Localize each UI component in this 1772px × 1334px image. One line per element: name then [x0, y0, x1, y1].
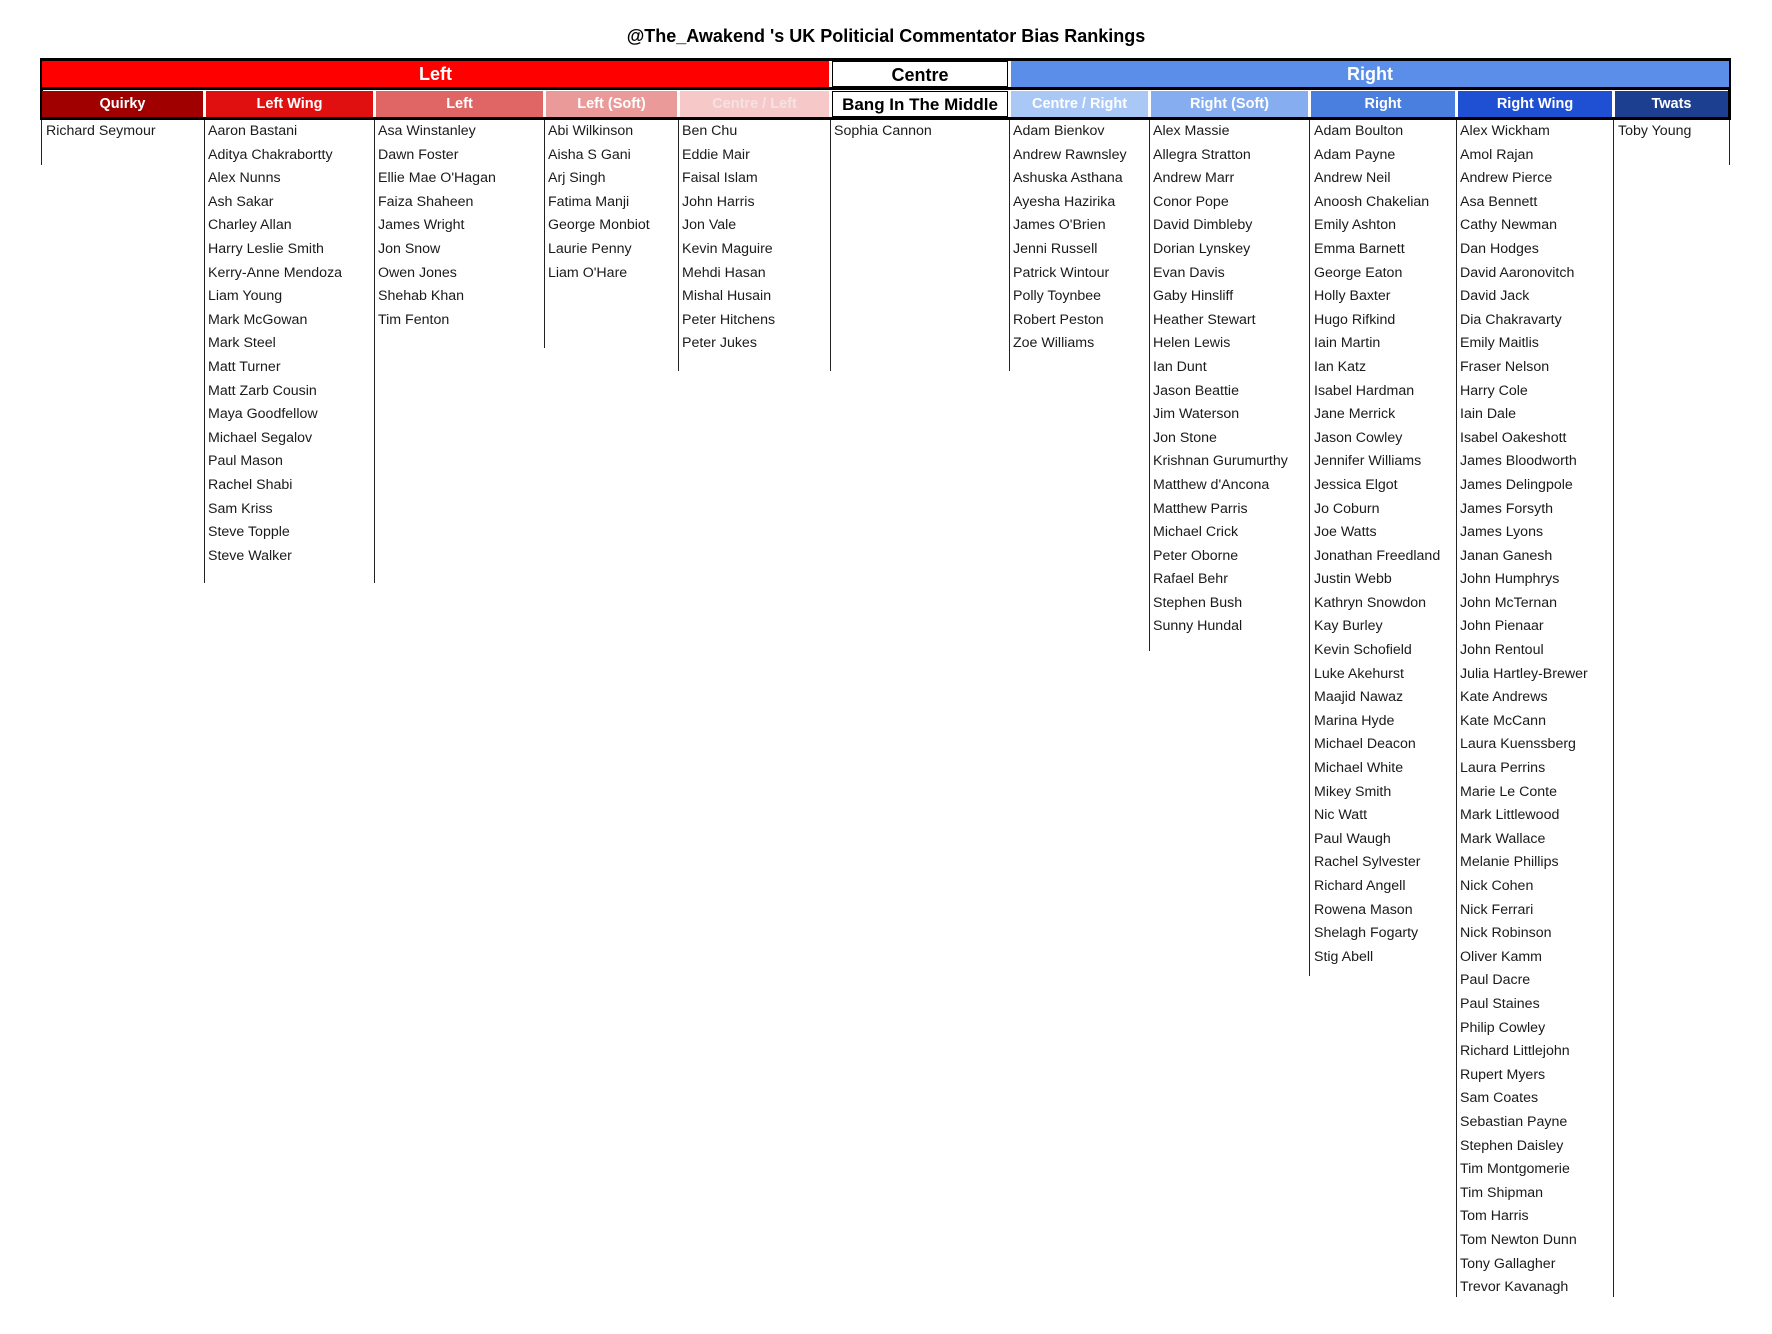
list-item: Jim Waterson [1153, 406, 1240, 423]
list-item: Faiza Shaheen [378, 193, 474, 210]
list-item: Jennifer Williams [1314, 453, 1422, 470]
list-item: Conor Pope [1153, 193, 1229, 210]
list-item: Amol Rajan [1460, 146, 1534, 163]
column-header-right-soft: Right (Soft) [1151, 91, 1308, 117]
list-item: James O'Brien [1013, 217, 1106, 234]
list-item: Dia Chakravarty [1460, 311, 1562, 328]
column-header-centre-left: Centre / Left [680, 91, 829, 117]
column-divider [1009, 120, 1010, 371]
list-item: Mark Littlewood [1460, 807, 1560, 824]
list-item: Nic Watt [1314, 807, 1368, 824]
list-item: Eddie Mair [682, 146, 750, 163]
group-header-centre: Centre [832, 61, 1008, 87]
column-list-twats [1618, 120, 1691, 144]
list-item: Kevin Schofield [1314, 642, 1412, 659]
list-item: Tom Newton Dunn [1460, 1231, 1577, 1248]
list-item: Jason Beattie [1153, 382, 1239, 399]
list-item: Adam Boulton [1314, 123, 1404, 139]
list-item: Laurie Penny [548, 240, 632, 257]
list-item: Andrew Neil [1314, 170, 1391, 187]
list-item: Adam Bienkov [1013, 123, 1105, 139]
list-item: Shelagh Fogarty [1314, 925, 1419, 942]
list-item: Tim Shipman [1460, 1184, 1544, 1201]
list-item: Charley Allan [208, 217, 292, 234]
list-item: Peter Hitchens [682, 311, 776, 328]
column-list-centre-right [1013, 120, 1127, 356]
list-item: Sunny Hundal [1153, 618, 1243, 635]
list-item: Adam Payne [1314, 146, 1396, 163]
column-header-centre-right: Centre / Right [1011, 91, 1148, 117]
list-item: John Harris [682, 193, 755, 210]
column-list-centre-left [682, 120, 775, 356]
list-item: Rupert Myers [1460, 1066, 1546, 1083]
list-item: James Lyons [1460, 524, 1544, 541]
column-header-right-wing: Right Wing [1458, 91, 1612, 117]
list-item: Asa Bennett [1460, 193, 1538, 210]
list-item: Liam Young [208, 288, 283, 305]
list-item: Dorian Lynskey [1153, 240, 1251, 257]
list-item: Mehdi Hasan [682, 264, 766, 281]
list-item: Ellie Mae O'Hagan [378, 170, 496, 187]
list-item: Stig Abell [1314, 948, 1374, 965]
column-list-right-soft [1153, 120, 1288, 639]
list-item: Heather Stewart [1153, 311, 1256, 328]
list-item: Owen Jones [378, 264, 457, 281]
list-item: Nick Ferrari [1460, 901, 1534, 918]
list-item: Jonathan Freedland [1314, 547, 1441, 564]
list-item: Andrew Pierce [1460, 170, 1553, 187]
column-header-left: Left [376, 91, 543, 117]
column-divider [1149, 120, 1150, 651]
list-item: James Bloodworth [1460, 453, 1577, 470]
list-item: Steve Topple [208, 524, 290, 541]
list-item: Michael Deacon [1314, 736, 1416, 753]
list-item: Paul Mason [208, 453, 283, 470]
list-item: Sophia Cannon [834, 123, 932, 139]
list-item: George Monbiot [548, 217, 650, 234]
list-item: Sam Coates [1460, 1090, 1539, 1107]
list-item: David Aaronovitch [1460, 264, 1575, 281]
list-item: Maya Goodfellow [208, 406, 318, 423]
list-item: Marie Le Conte [1460, 783, 1557, 800]
list-item: Alex Wickham [1460, 123, 1550, 139]
list-item: Kay Burley [1314, 618, 1383, 635]
column-divider [544, 120, 545, 348]
list-item: Jane Merrick [1314, 406, 1396, 423]
list-item: Richard Seymour [46, 123, 156, 139]
list-item: Sam Kriss [208, 500, 273, 517]
list-item: Laura Perrins [1460, 760, 1546, 777]
list-item: John Rentoul [1460, 642, 1544, 659]
list-item: Justin Webb [1314, 571, 1392, 588]
list-item: Rowena Mason [1314, 901, 1413, 918]
list-item: Rachel Sylvester [1314, 854, 1421, 871]
column-header-left-soft: Left (Soft) [546, 91, 677, 117]
list-item: Faisal Islam [682, 170, 758, 187]
list-item: Mark Wallace [1460, 830, 1546, 847]
list-item: Michael White [1314, 760, 1404, 777]
list-item: Philip Cowley [1460, 1019, 1546, 1036]
list-item: Fatima Manji [548, 193, 630, 210]
list-item: Michael Segalov [208, 429, 313, 446]
list-item: Paul Dacre [1460, 972, 1531, 989]
list-item: Isabel Oakeshott [1460, 429, 1567, 446]
column-divider [204, 120, 205, 583]
list-item: Isabel Hardman [1314, 382, 1415, 399]
list-item: Ayesha Hazirika [1013, 193, 1116, 210]
table-border-middle [41, 87, 1730, 90]
list-item: Cathy Newman [1460, 217, 1557, 234]
list-item: Janan Ganesh [1460, 547, 1553, 564]
list-item: Luke Akehurst [1314, 665, 1404, 682]
list-item: Shehab Khan [378, 288, 464, 305]
column-list-quirky [46, 120, 156, 144]
list-item: Ashuska Asthana [1013, 170, 1123, 187]
list-item: Harry Cole [1460, 382, 1528, 399]
list-item: Mikey Smith [1314, 783, 1392, 800]
list-item: David Jack [1460, 288, 1530, 305]
list-item: Peter Jukes [682, 335, 757, 352]
list-item: Alex Nunns [208, 170, 281, 187]
list-item: Hugo Rifkind [1314, 311, 1396, 328]
list-item: Allegra Stratton [1153, 146, 1251, 163]
list-item: Aaron Bastani [208, 123, 298, 139]
list-item: Steve Walker [208, 547, 292, 564]
list-item: Emily Maitlis [1460, 335, 1539, 352]
list-item: Tony Gallagher [1460, 1255, 1556, 1272]
column-divider [1309, 120, 1310, 976]
list-item: James Wright [378, 217, 465, 234]
list-item: Tim Montgomerie [1460, 1161, 1570, 1178]
list-item: Paul Waugh [1314, 830, 1391, 847]
list-item: Patrick Wintour [1013, 264, 1110, 281]
list-item: James Forsyth [1460, 500, 1554, 517]
group-header-right: Right [1011, 61, 1729, 87]
list-item: Rafael Behr [1153, 571, 1228, 588]
list-item: Tim Fenton [378, 311, 450, 328]
group-header-left: Left [42, 61, 829, 87]
list-item: Jessica Elgot [1314, 476, 1398, 493]
list-item: Kate McCann [1460, 712, 1546, 729]
list-item: Mark Steel [208, 335, 276, 352]
list-item: Maajid Nawaz [1314, 689, 1404, 706]
list-item: Toby Young [1618, 123, 1692, 139]
list-item: Emily Ashton [1314, 217, 1397, 234]
list-item: Liam O'Hare [548, 264, 628, 281]
column-header-quirky: Quirky [42, 91, 203, 117]
column-list-left [378, 120, 496, 332]
list-item: Holly Baxter [1314, 288, 1391, 305]
list-item: Melanie Phillips [1460, 854, 1559, 871]
list-item: Michael Crick [1153, 524, 1239, 541]
column-header-left-wing: Left Wing [206, 91, 373, 117]
list-item: Helen Lewis [1153, 335, 1231, 352]
list-item: Matthew d'Ancona [1153, 476, 1270, 493]
column-header-right: Right [1311, 91, 1455, 117]
list-item: Julia Hartley-Brewer [1460, 665, 1588, 682]
list-item: Matt Zarb Cousin [208, 382, 317, 399]
list-item: Peter Oborne [1153, 547, 1239, 564]
list-item: Kate Andrews [1460, 689, 1548, 706]
list-item: Jason Cowley [1314, 429, 1403, 446]
list-item: Tom Harris [1460, 1208, 1529, 1225]
column-divider [1456, 120, 1457, 1297]
list-item: Nick Robinson [1460, 925, 1552, 942]
list-item: David Dimbleby [1153, 217, 1253, 234]
list-item: Sebastian Payne [1460, 1113, 1568, 1130]
column-list-bang-in-the-middle [834, 120, 932, 144]
list-item: Jon Vale [682, 217, 737, 234]
column-divider [1729, 120, 1730, 165]
column-divider [678, 120, 679, 371]
column-header-bang-in-the-middle: Bang In The Middle [832, 91, 1008, 117]
list-item: Arj Singh [548, 170, 606, 187]
list-item: Jon Snow [378, 240, 441, 257]
list-item: Iain Martin [1314, 335, 1381, 352]
list-item: Jenni Russell [1013, 240, 1098, 257]
list-item: Mark McGowan [208, 311, 308, 328]
list-item: Ian Katz [1314, 358, 1367, 375]
list-item: Richard Littlejohn [1460, 1043, 1570, 1060]
list-item: Fraser Nelson [1460, 358, 1550, 375]
list-item: John Humphrys [1460, 571, 1560, 588]
column-divider [1613, 120, 1614, 1297]
list-item: Laura Kuenssberg [1460, 736, 1576, 753]
list-item: John Pienaar [1460, 618, 1544, 635]
list-item: Paul Staines [1460, 995, 1540, 1012]
list-item: Ben Chu [682, 123, 738, 139]
column-divider [830, 120, 831, 371]
list-item: Polly Toynbee [1013, 288, 1102, 305]
column-list-right [1314, 120, 1440, 969]
list-item: Kerry-Anne Mendoza [208, 264, 343, 281]
list-item: Matthew Parris [1153, 500, 1248, 517]
list-item: John McTernan [1460, 594, 1557, 611]
list-item: Asa Winstanley [378, 123, 476, 139]
list-item: Harry Leslie Smith [208, 240, 324, 257]
list-item: Nick Cohen [1460, 878, 1534, 894]
list-item: Zoe Williams [1013, 335, 1095, 352]
list-item: Matt Turner [208, 358, 281, 375]
list-item: Ian Dunt [1153, 358, 1207, 375]
list-item: Trevor Kavanagh [1460, 1279, 1569, 1296]
column-divider [374, 120, 375, 583]
list-item: Anoosh Chakelian [1314, 193, 1430, 210]
list-item: Andrew Marr [1153, 170, 1235, 187]
list-item: Iain Dale [1460, 406, 1516, 423]
list-item: Emma Barnett [1314, 240, 1405, 257]
list-item: Stephen Daisley [1460, 1137, 1564, 1154]
list-item: Gaby Hinsliff [1153, 288, 1234, 305]
column-list-left-wing [208, 120, 342, 568]
list-item: Kevin Maguire [682, 240, 773, 257]
list-item: Aditya Chakrabortty [208, 146, 333, 163]
list-item: Alex Massie [1153, 123, 1230, 139]
list-item: Mishal Husain [682, 288, 772, 305]
list-item: Stephen Bush [1153, 594, 1243, 611]
list-item: Kathryn Snowdon [1314, 594, 1426, 611]
list-item: Abi Wilkinson [548, 123, 634, 139]
list-item: Joe Watts [1314, 524, 1377, 541]
column-list-right-wing [1460, 120, 1588, 1300]
list-item: James Delingpole [1460, 476, 1573, 493]
list-item: Evan Davis [1153, 264, 1225, 281]
list-item: Ash Sakar [208, 193, 274, 210]
list-item: Jon Stone [1153, 429, 1217, 446]
list-item: Andrew Rawnsley [1013, 146, 1127, 163]
list-item: Robert Peston [1013, 311, 1104, 328]
list-item: Richard Angell [1314, 878, 1406, 894]
column-header-twats: Twats [1615, 91, 1728, 117]
list-item: Krishnan Gurumurthy [1153, 453, 1288, 470]
list-item: Dan Hodges [1460, 240, 1539, 257]
list-item: George Eaton [1314, 264, 1403, 281]
column-divider [41, 120, 42, 165]
list-item: Oliver Kamm [1460, 948, 1542, 965]
list-item: Rachel Shabi [208, 476, 293, 493]
list-item: Aisha S Gani [548, 146, 631, 163]
list-item: Jo Coburn [1314, 500, 1380, 517]
list-item: Dawn Foster [378, 146, 459, 163]
list-item: Marina Hyde [1314, 712, 1395, 729]
column-list-left-soft [548, 120, 650, 285]
page-title: @The_Awakend 's UK Politicial Commentator Bias Rankings [626, 26, 1146, 46]
